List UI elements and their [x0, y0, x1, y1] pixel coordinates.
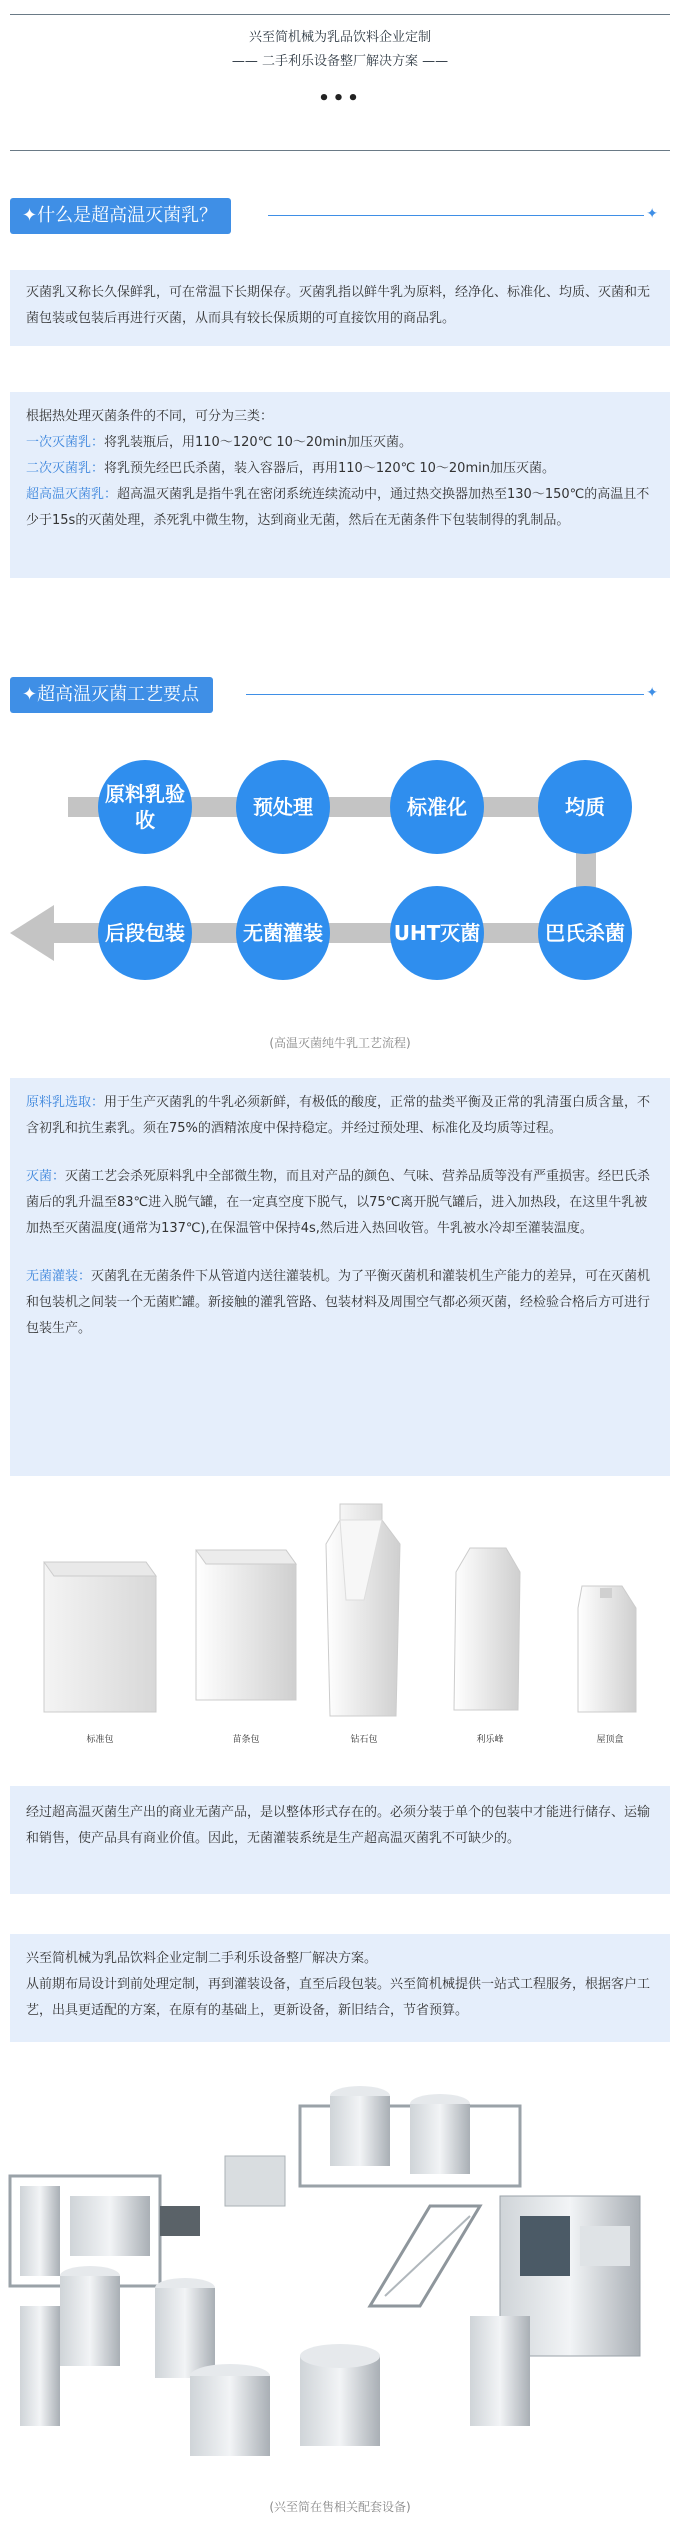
- type-item: [26, 482, 654, 534]
- point-text: 灭菌工艺会杀死原料乳中全部微生物，而且对产品的颜色、气味、营养品质等没有严重损害。经巴氏杀菌后的乳升温至83℃进入脱气罐，在一定真空度下脱气，以75℃离开脱气罐后，进入加热段，在这里牛乳被加热至灭菌温度(通常为137℃),在保温管中保持4s,然后进入热回收管。牛乳被水冷却至灌装温度。: [26, 1169, 651, 1236]
- flow-step: 原料乳验收: [98, 760, 192, 854]
- type-label: 一次灭菌乳：: [26, 435, 105, 450]
- closing-line: 从前期布局设计到前处理定制，再到灌装设备，直至后段包装。兴至简机械提供一站式工程服务，根据客户工艺，出具更适配的方案，在原有的基础上，更新设备，新旧结合，节省预算。: [26, 1977, 651, 2018]
- point-label: 原料乳选取：: [26, 1095, 105, 1110]
- section2-heading-label: ✦超高温灭菌工艺要点: [10, 677, 213, 713]
- flow-arrow-left-icon: [10, 905, 54, 961]
- section1-heading-rule: [268, 215, 644, 216]
- point-item: [26, 1090, 654, 1142]
- section1-heading: [10, 198, 670, 234]
- type-text: 将乳装瓶后，用110～120℃ 10～20min加压灭菌。: [104, 435, 412, 450]
- flow-step: 均质: [538, 760, 632, 854]
- package-label: 屋顶盒: [596, 1735, 624, 1745]
- closing-line: 兴至简机械为乳品饮料企业定制二手利乐设备整厂解决方案。: [26, 1951, 378, 1966]
- point-item: [26, 1164, 654, 1242]
- package-cartons-image: [0, 1490, 680, 1750]
- flow-step: UHT灭菌: [390, 886, 484, 980]
- point-label: 灭菌：: [26, 1169, 66, 1184]
- header-dots: •••: [318, 88, 362, 109]
- type-item: [26, 456, 654, 482]
- sparkle-icon: ✦: [646, 206, 658, 222]
- package-label: 苗条包: [232, 1735, 260, 1745]
- point-item: [26, 1264, 654, 1342]
- type-label: 二次灭菌乳：: [26, 461, 105, 476]
- flow-step: 后段包装: [98, 886, 192, 980]
- intro-text: 灭菌乳又称长久保鲜乳，可在常温下长期保存。灭菌乳指以鲜牛乳为原料，经净化、标准化、均质、灭菌和无菌包装或包装后再进行灭菌，从而具有较长保质期的可直接饮用的商品乳。: [26, 285, 651, 326]
- equipment-caption: (兴至简在售相关配套设备): [269, 2500, 411, 2514]
- flow-step: 标准化: [390, 760, 484, 854]
- point-text: 灭菌乳在无菌条件下从管道内送往灌装机。为了平衡灭菌机和灌装机生产能力的差异，可在灭菌机和包装机之间装一个无菌贮罐。新接触的灌乳管路、包装材料及周围空气都必须灭菌，经检验合格后方可进行包装生产。: [26, 1269, 651, 1336]
- sparkle-icon: ✦: [646, 685, 658, 701]
- package-note: 经过超高温灭菌生产出的商业无菌产品，是以整体形式存在的。必须分装于单个的包装中才能进行储存、运输和销售，使产品具有商业价值。因此，无菌灌装系统是生产超高温灭菌乳不可缺少的。: [26, 1805, 651, 1846]
- header-top-line: [10, 14, 670, 15]
- section2-heading-rule: [246, 694, 644, 695]
- package-label: 钻石包: [350, 1735, 378, 1745]
- package-label: 标准包: [86, 1735, 114, 1745]
- section1-heading-label: ✦什么是超高温灭菌乳？: [10, 198, 231, 234]
- flow-caption: (高温灭菌纯牛乳工艺流程): [269, 1036, 411, 1050]
- type-label: 超高温灭菌乳：: [26, 487, 118, 502]
- intro-box: [10, 270, 670, 346]
- section2-heading: [10, 677, 670, 713]
- point-label: 无菌灌装：: [26, 1269, 92, 1284]
- header-title: 兴至简机械为乳品饮料企业定制: [248, 30, 431, 45]
- package-label: 利乐峰: [476, 1735, 504, 1745]
- flow-step: 无菌灌装: [236, 886, 330, 980]
- flow-step: 预处理: [236, 760, 330, 854]
- package-note-box: [10, 1786, 670, 1894]
- flow-step: 巴氏杀菌: [538, 886, 632, 980]
- header-bottom-line: [10, 150, 670, 151]
- header-subtitle: —— 二手利乐设备整厂解决方案 ——: [231, 54, 449, 69]
- points-box: [10, 1078, 670, 1476]
- types-box: [10, 392, 670, 578]
- equipment-image: [0, 2056, 680, 2486]
- types-intro: 根据热处理灭菌条件的不同，可分为三类：: [26, 409, 274, 424]
- type-text: 将乳预先经巴氏杀菌，装入容器后，再用110～120℃ 10～20min加压灭菌。: [104, 461, 555, 476]
- type-text: 超高温灭菌乳是指牛乳在密闭系统连续流动中，通过热交换器加热至130～150℃的高温且不少于15s的灭菌处理，杀死乳中微生物，达到商业无菌，然后在无菌条件下包装制得的乳制品。: [26, 487, 650, 528]
- type-item: [26, 430, 654, 456]
- point-text: 用于生产灭菌乳的牛乳必须新鲜，有极低的酸度，正常的盐类平衡及正常的乳清蛋白质含量，不含初乳和抗生素乳。须在75%的酒精浓度中保持稳定。并经过预处理、标准化及均质等过程。: [26, 1095, 651, 1136]
- closing-box: [10, 1934, 670, 2042]
